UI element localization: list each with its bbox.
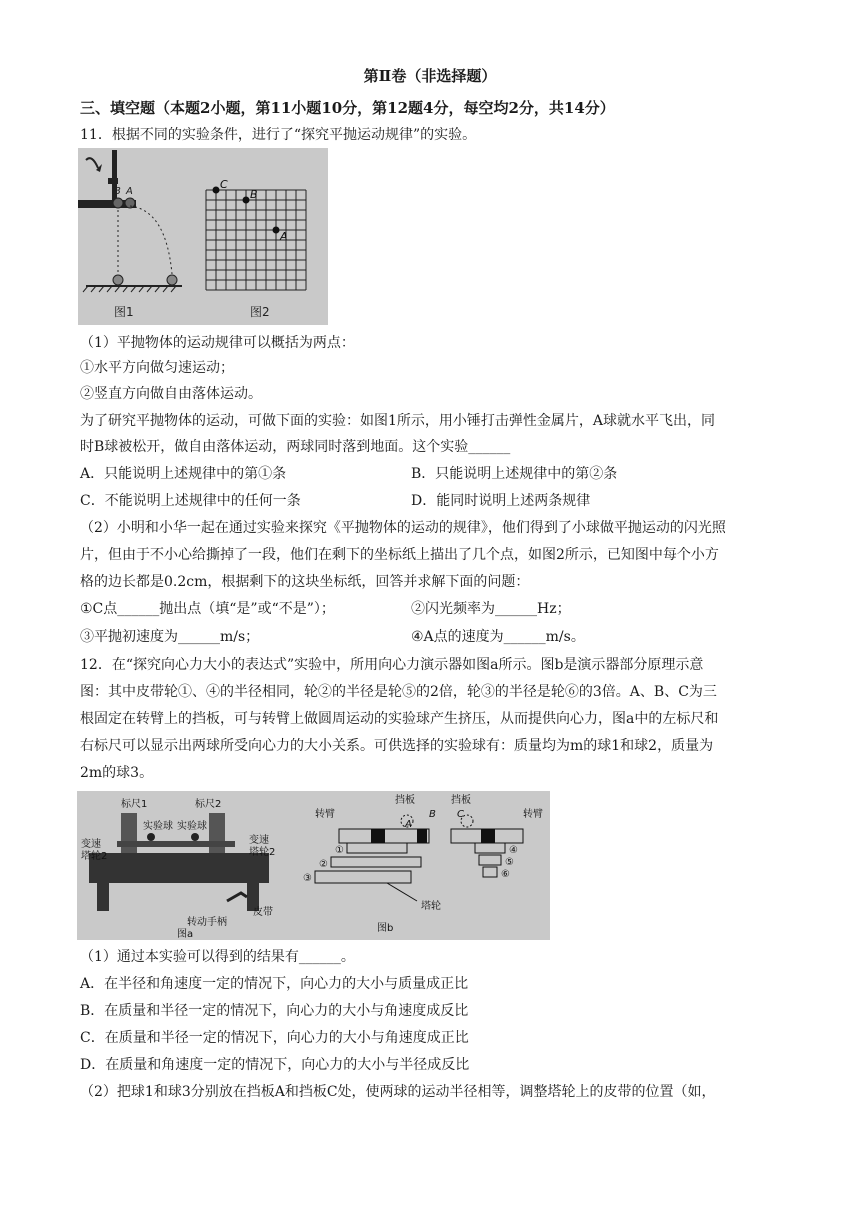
wheel-2 [331, 857, 421, 867]
q12-figure [77, 791, 550, 940]
point-a [273, 227, 280, 234]
projectile-path [130, 206, 172, 274]
q12-option-b: B．在质量和半径一定的情况下，向心力的大小与角速度成反比 [80, 1003, 469, 1019]
wheel-4 [475, 843, 505, 853]
ball-left [147, 833, 155, 841]
shaft-right-top [481, 829, 495, 843]
point-b [243, 197, 250, 204]
wheel-6 [483, 867, 497, 877]
q11-blank4: ④A点的速度为______m/s。 [411, 629, 585, 645]
q11-p2-line1: （2）小明和小华一起在通过实验来探究《平抛物体的运动的规律》，他们得到了小球做平抛运动的闪光照 [80, 520, 726, 536]
section-title: 第Ⅱ卷（非选择题） [363, 67, 497, 85]
q11-blank2: ②闪光频率为______Hz； [411, 601, 571, 617]
q12-p1: （1）通过本实验可以得到的结果有______。 [80, 949, 355, 965]
q11-p2-line3: 格的边长都是0.2cm，根据剩下的这块坐标纸，回答并求解下面的问题： [80, 574, 530, 590]
q11-para1-line2: 时B球被松开，做自由落体运动，两球同时落到地面。这个实验______ [80, 439, 511, 455]
ball-landed-2 [167, 275, 177, 285]
q12-line5: 2m的球3。 [80, 765, 154, 781]
fig1-label: 图1 [114, 305, 134, 319]
wheel-5 [479, 855, 501, 865]
device-leg-left [97, 883, 109, 911]
q11-blank3: ③平抛初速度为______m/s； [80, 629, 260, 645]
q12-line1: 12．在“探究向心力大小的表达式”实验中，所用向心力演示器如图a所示。图b是演示器部分原理示意 [80, 657, 704, 673]
label-ball2: 实验球 [177, 821, 207, 832]
wheel-1 [347, 843, 407, 853]
label-baffle-b: B [429, 809, 436, 820]
device-base [89, 853, 269, 883]
centripetal-figure-svg [77, 791, 550, 940]
ball-landed-1 [113, 275, 123, 285]
label-scale1: 标尺1 [121, 799, 148, 810]
label-wheel-2: ② [319, 859, 328, 870]
q11-p2-line2: 片，但由于不小心给撕掉了一段，他们在剩下的坐标纸上描出了几个点，如图2所示，已知图中每个小方 [80, 547, 719, 563]
label-wheel-1: ① [335, 845, 344, 856]
q12-line3: 根固定在转臂上的挡板，可与转臂上做圆周运动的实验球产生挤压，从而提供向心力，图a中的左标尺和 [80, 711, 719, 727]
baffle-a-block [417, 829, 427, 843]
label-left-1: 变速 [81, 839, 101, 850]
part-heading: 三、填空题（本题2小题，第11小题10分，第12题4分，每空均2分，共14分） [80, 99, 615, 117]
label-ball1: 实验球 [143, 821, 173, 832]
point-c [213, 187, 220, 194]
arrow-curve [86, 158, 98, 168]
projectile-figure-svg [78, 148, 328, 325]
label-right-2: 塔轮2 [249, 847, 276, 858]
point-a-label: A [280, 230, 288, 243]
q11-rule1: ①水平方向做匀速运动； [80, 360, 234, 376]
label-zhuanbi1: 转臂 [315, 809, 335, 820]
fig2-label: 图2 [250, 305, 270, 319]
crank [227, 893, 247, 901]
ball-a-label: A [126, 186, 133, 197]
label-fig-a: 图a [177, 929, 194, 940]
label-crank: 转动手柄 [187, 917, 227, 928]
q11-option-c: C．不能说明上述规律中的任何一条 [80, 493, 301, 509]
q11-stem: 11．根据不同的实验条件，进行了“探究平抛运动规律”的实验。 [80, 127, 477, 143]
q11-option-b: B．只能说明上述规律中的第②条 [411, 466, 618, 482]
label-dangban2: 挡板 [451, 795, 471, 806]
grid-paper [206, 190, 306, 290]
label-wheel-5: ⑤ [505, 857, 514, 868]
label-baffle-a: A [405, 819, 412, 830]
q11-figure [78, 148, 328, 325]
label-zhuanbi2: 转臂 [523, 809, 543, 820]
q12-line2: 图：其中皮带轮①、④的半径相同，轮②的半径是轮⑤的2倍，轮③的半径是轮⑥的3倍。A、B、C为三 [80, 684, 717, 700]
label-wheel-3: ③ [303, 873, 312, 884]
label-right-1: 变速 [249, 835, 269, 846]
arm [117, 841, 235, 847]
q11-option-d: D．能同时说明上述两条规律 [411, 493, 591, 509]
q12-option-c: C．在质量和半径一定的情况下，向心力的大小与角速度成正比 [80, 1030, 469, 1046]
label-fig-b: 图b [377, 923, 394, 934]
label-wheel-6: ⑥ [501, 869, 510, 880]
q12-option-d: D．在质量和角速度一定的情况下，向心力的大小与半径成反比 [80, 1057, 470, 1073]
label-baffle-c: C [457, 809, 464, 820]
q11-option-a: A．只能说明上述规律中的第①条 [80, 466, 287, 482]
label-talun: 塔轮 [421, 901, 441, 912]
ball-right [191, 833, 199, 841]
q11-para1-line1: 为了研究平抛物体的运动，可做下面的实验：如图1所示，用小锤打击弹性金属片，A球就水平飞出，同 [80, 413, 716, 429]
q11-rule2: ②竖直方向做自由落体运动。 [80, 386, 262, 402]
q12-p2: （2）把球1和球3分别放在挡板A和挡板C处，使两球的运动半径相等，调整塔轮上的皮带的位置（如， [80, 1084, 716, 1100]
talun-pointer [387, 883, 417, 901]
label-left-2: 塔轮2 [81, 851, 108, 862]
label-belt: 皮带 [253, 907, 273, 918]
q11-p1-intro: （1）平抛物体的运动规律可以概括为两点： [80, 335, 355, 351]
q12-option-a: A．在半径和角速度一定的情况下，向心力的大小与质量成正比 [80, 976, 469, 992]
q12-line4: 右标尺可以显示出两球所受向心力的大小关系。可供选择的实验球有：质量均为m的球1和球2，质量为 [80, 738, 714, 754]
shaft-left-top [371, 829, 385, 843]
label-wheel-4: ④ [509, 845, 518, 856]
label-scale2: 标尺2 [195, 799, 222, 810]
point-c-label: C [220, 178, 228, 191]
hammer-head [108, 178, 118, 184]
point-b-label: B [250, 188, 258, 201]
ball-b [113, 198, 123, 208]
ball-b-label: B [114, 186, 121, 197]
q11-blank1: ①C点______抛出点（填“是”或“不是”）； [80, 601, 335, 617]
label-dangban1: 挡板 [395, 795, 415, 806]
wheel-3 [315, 871, 411, 883]
